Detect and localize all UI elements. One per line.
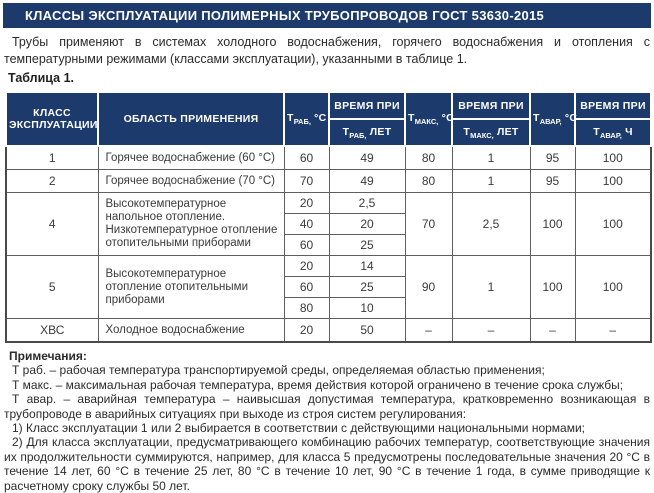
t-maks-years-symbol: Т bbox=[463, 125, 471, 138]
cell-maks-years: 1 bbox=[452, 146, 530, 170]
operation-classes-table bbox=[5, 91, 652, 343]
cell-maks-years: 2,5 bbox=[452, 193, 530, 256]
col-header-area: ОБЛАСТЬ ПРИМЕНЕНИЯ bbox=[98, 92, 284, 146]
t-rab-subscript: РАБ, bbox=[293, 117, 311, 126]
cell-area: Высокотемпературное напольное отопление. Низкотемпературное отопление отопительными приборами bbox=[98, 193, 284, 256]
cell-class: 2 bbox=[6, 170, 98, 193]
t-rab-years-unit: ЛЕТ bbox=[369, 125, 392, 138]
cell-avar-hours: 100 bbox=[575, 193, 651, 256]
t-avar-symbol: Т bbox=[533, 112, 540, 124]
t-avar-hours-unit: Ч bbox=[625, 125, 633, 138]
col-header-time-at-avar: ВРЕМЯ ПРИ bbox=[575, 92, 651, 119]
table-header bbox=[6, 92, 651, 146]
cell-maks-years: – bbox=[452, 319, 530, 343]
cell-avar-hours: 100 bbox=[575, 170, 651, 193]
table-row-class-2 bbox=[6, 170, 651, 193]
notes-title: Примечания: bbox=[9, 349, 87, 363]
cell-avar-hours: – bbox=[575, 319, 651, 343]
cell-t-maks: – bbox=[405, 319, 452, 343]
col-header-t-maks bbox=[405, 92, 452, 146]
cell-t-rab: 80 bbox=[284, 298, 329, 319]
page-title: КЛАССЫ ЭКСПЛУАТАЦИИ ПОЛИМЕРНЫХ ТРУБОПРОВОДОВ ГОСТ 53630-2015 bbox=[25, 8, 545, 23]
title-banner bbox=[3, 3, 651, 28]
t-avar-hours-subscript: АВАР, bbox=[599, 130, 622, 140]
t-rab-years-subscript: РАБ, bbox=[349, 130, 367, 140]
cell-rab-years: 2,5 bbox=[329, 193, 405, 214]
col-header-time-at-maks: ВРЕМЯ ПРИ bbox=[452, 92, 530, 119]
cell-area: Горячее водоснабжение (60 °С) bbox=[98, 146, 284, 170]
cell-rab-years: 25 bbox=[329, 277, 405, 298]
table-caption: Таблица 1. bbox=[8, 71, 74, 85]
cell-rab-years: 14 bbox=[329, 256, 405, 277]
cell-class: 4 bbox=[6, 193, 98, 256]
cell-rab-years: 49 bbox=[329, 146, 405, 170]
notes-section bbox=[4, 349, 650, 493]
table-body bbox=[6, 146, 651, 342]
intro-paragraph: Трубы применяют в системах холодного водоснабжения, горячего водоснабжения и отопления с температурными режимами (классами эксплуатации), указанными в таблице 1. bbox=[4, 35, 650, 66]
cell-t-maks: 90 bbox=[405, 256, 452, 319]
cell-rab-years: 25 bbox=[329, 235, 405, 256]
cell-t-rab: 40 bbox=[284, 214, 329, 235]
t-rab-symbol: Т bbox=[287, 112, 294, 124]
t-avar-subscript: АВАР, bbox=[539, 117, 562, 126]
cell-t-avar: 95 bbox=[530, 170, 575, 193]
cell-rab-years: 10 bbox=[329, 298, 405, 319]
cell-class: 1 bbox=[6, 146, 98, 170]
t-maks-years-unit: ЛЕТ bbox=[496, 125, 519, 138]
t-avar-unit: °С bbox=[564, 112, 578, 124]
cell-maks-years: 1 bbox=[452, 170, 530, 193]
cell-t-maks: 80 bbox=[405, 146, 452, 170]
cell-avar-hours: 100 bbox=[575, 146, 651, 170]
cell-t-avar: 100 bbox=[530, 193, 575, 256]
t-maks-symbol: Т bbox=[408, 112, 415, 124]
t-avar-hours-symbol: Т bbox=[593, 125, 600, 138]
cell-rab-years: 49 bbox=[329, 170, 405, 193]
cell-area: Высокотемпературное отопление отопительными приборами bbox=[98, 256, 284, 319]
cell-t-rab: 60 bbox=[284, 277, 329, 298]
note-t-maks: Т макс. – максимальная рабочая температура, время действия которой ограничено в течение срока службы; bbox=[12, 377, 624, 392]
cell-t-rab: 60 bbox=[284, 146, 329, 170]
t-maks-subscript: МАКС, bbox=[414, 117, 439, 126]
note-2: 2) Для класса эксплуатации, предусматривающего комбинацию рабочих температур, соответствующие значения их продолжительности суммируются, например, для класса 5 предусмотрены последовательные значения 20 °С в течение 14 лет, 60 °С в течение 25 лет, 80 °С в течение 10 лет, 90 °С в течение 1 года, в сумме приводящие к расчетному сроку службы 50 лет. bbox=[4, 435, 650, 493]
col-header-t-rab bbox=[284, 92, 329, 146]
cell-t-rab: 70 bbox=[284, 170, 329, 193]
cell-area: Холодное водоснабжение bbox=[98, 319, 284, 343]
cell-rab-years: 50 bbox=[329, 319, 405, 343]
cell-class: 5 bbox=[6, 256, 98, 319]
table-row-class-4 bbox=[6, 193, 651, 214]
t-rab-years-symbol: Т bbox=[342, 125, 350, 138]
cell-t-rab: 20 bbox=[284, 319, 329, 343]
t-rab-unit: °С bbox=[314, 112, 327, 124]
col-header-t-avar bbox=[530, 92, 578, 146]
cell-t-avar: 95 bbox=[530, 146, 575, 170]
cell-class: ХВС bbox=[6, 319, 98, 343]
note-t-rab: Т раб. – рабочая температура транспортируемой среды, определяемая областью применения; bbox=[12, 363, 545, 378]
cell-maks-years: 1 bbox=[452, 256, 530, 319]
page bbox=[0, 3, 654, 493]
note-t-avar: Т авар. – аварийная температура – наивысшая допустимая температура, кратковременно возникающая в трубопроводе в аварийных ситуациях при выходе из строя систем регулирования: bbox=[4, 392, 650, 421]
cell-area: Горячее водоснабжение (70 °С) bbox=[98, 170, 284, 193]
cell-t-rab: 20 bbox=[284, 256, 329, 277]
cell-t-avar: 100 bbox=[530, 256, 575, 319]
col-header-class: КЛАСС ЭКСПЛУАТАЦИИ bbox=[6, 92, 98, 146]
cell-t-rab: 20 bbox=[284, 193, 329, 214]
col-subheader-maks-years bbox=[452, 119, 530, 146]
col-header-time-at-rab: ВРЕМЯ ПРИ bbox=[329, 92, 405, 119]
col-subheader-rab-years bbox=[329, 119, 405, 146]
cell-t-maks: 80 bbox=[405, 170, 452, 193]
cell-t-maks: 70 bbox=[405, 193, 452, 256]
cell-t-rab: 60 bbox=[284, 235, 329, 256]
cell-avar-hours: 100 bbox=[575, 256, 651, 319]
note-1: 1) Класс эксплуатации 1 или 2 выбирается в соответствии с действующими национальными нормами; bbox=[12, 421, 586, 436]
col-subheader-avar-hours bbox=[575, 119, 651, 146]
t-maks-unit: °С bbox=[441, 112, 454, 124]
table-row-class-5 bbox=[6, 256, 651, 277]
t-maks-years-subscript: МАКС, bbox=[470, 130, 494, 140]
table-row-hvs bbox=[6, 319, 651, 343]
cell-t-avar: – bbox=[530, 319, 575, 343]
cell-rab-years: 20 bbox=[329, 214, 405, 235]
table-row-class-1 bbox=[6, 146, 651, 170]
